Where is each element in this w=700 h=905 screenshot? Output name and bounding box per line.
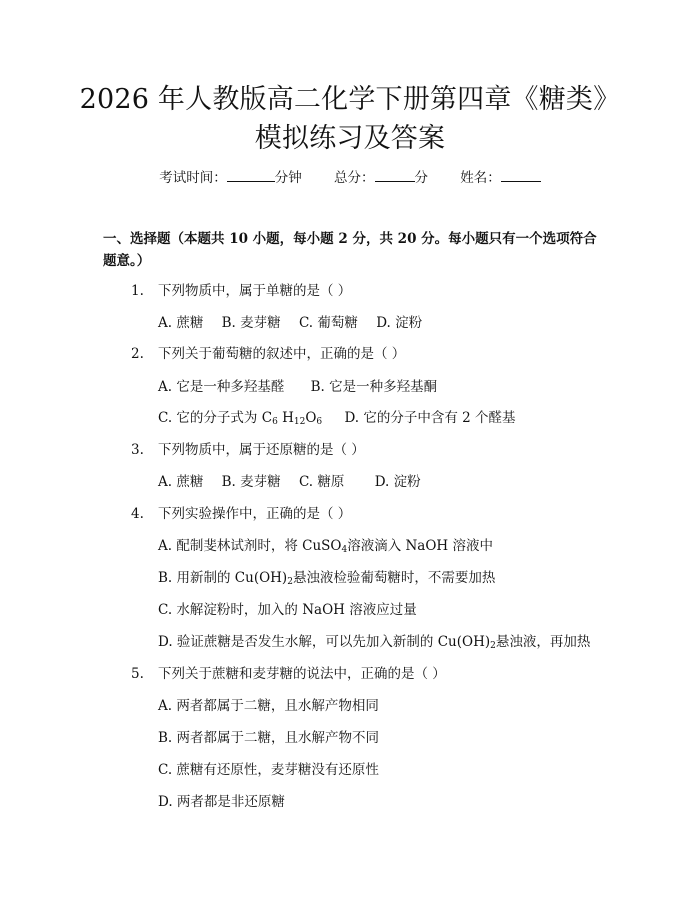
option-c-text: C. 水解淀粉时，加入的 NaOH 溶液应过量 <box>158 602 417 618</box>
option-a[interactable]: A. 它是一种多羟基醛 <box>158 379 285 395</box>
page-title-line-2: 模拟练习及答案 <box>254 123 446 154</box>
option-a-text-end: 溶液滴入 NaOH 溶液中 <box>347 538 493 554</box>
option-b[interactable] <box>158 569 495 587</box>
question-number: 4. <box>131 506 144 522</box>
option-b[interactable]: B. 麦芽糖 <box>221 315 281 331</box>
option-d[interactable]: D. 两者都是非还原糖 <box>158 794 285 810</box>
question-stem: 下列关于蔗糖和麦芽糖的说法中，正确的是（ ） <box>158 666 446 682</box>
question-stem: 下列实验操作中，正确的是（ ） <box>158 506 352 522</box>
option-d[interactable]: D. 它的分子中含有 2 个醛基 <box>344 410 516 426</box>
option-d[interactable]: D. 淀粉 <box>376 315 423 331</box>
option-b-text: B. 用新制的 Cu(OH) <box>158 570 288 586</box>
option-b[interactable]: B. 麦芽糖 <box>221 474 281 490</box>
option-c[interactable]: C. 葡萄糖 <box>298 315 358 331</box>
option-a[interactable]: A. 蔗糖 <box>158 474 204 490</box>
option-a[interactable]: A. 蔗糖 <box>158 315 204 331</box>
question-1 <box>131 282 351 300</box>
question-3-options <box>158 473 435 491</box>
question-number: 5. <box>131 666 144 682</box>
exam-time-label: 考试时间： <box>159 170 227 186</box>
option-b-subscript: 2 <box>287 577 293 587</box>
option-a-text: A. 配制斐林试剂时，将 CuSO <box>158 538 342 554</box>
student-name-field <box>460 168 541 187</box>
exam-time-blank[interactable] <box>227 168 275 182</box>
question-3 <box>131 441 365 459</box>
option-d-text: D. 验证蔗糖是否发生水解，可以先加入新制的 Cu(OH) <box>158 634 491 650</box>
exam-time-unit: 分钟 <box>274 170 302 186</box>
formula-c-subscript: 6 <box>272 417 278 427</box>
formula-h: H <box>282 410 294 426</box>
total-score-blank[interactable] <box>375 168 415 182</box>
formula-h-subscript: 12 <box>293 417 306 427</box>
option-d[interactable]: D. 淀粉 <box>374 474 421 490</box>
total-score-unit: 分 <box>414 170 428 186</box>
option-a-subscript: 4 <box>341 545 348 555</box>
total-score-field <box>334 168 428 187</box>
total-score-label: 总分： <box>334 170 375 186</box>
question-stem: 下列关于葡萄糖的叙述中，正确的是（ ） <box>158 346 406 362</box>
option-c[interactable]: C. 糖原 <box>298 474 345 490</box>
page-title-line-1: 2026 年人教版高二化学下册第四章《糖类》 <box>79 84 621 115</box>
option-d[interactable] <box>158 633 590 651</box>
question-1-options <box>158 314 436 332</box>
student-name-blank[interactable] <box>501 168 541 182</box>
option-d-text-end: 悬浊液，再加热 <box>495 634 591 650</box>
question-4 <box>131 505 351 523</box>
option-a[interactable]: A. 两者都属于二糖，且水解产物相同 <box>158 698 379 714</box>
question-stem: 下列物质中，属于还原糖的是（ ） <box>158 442 365 458</box>
question-2 <box>131 345 405 363</box>
option-c[interactable] <box>158 601 417 619</box>
question-number: 2. <box>131 346 144 362</box>
student-name-label: 姓名： <box>460 170 501 186</box>
option-a[interactable] <box>158 537 493 555</box>
section-heading-multiple-choice: 一、选择题（本题共 10 小题，每小题 2 分，共 20 分。每小题只有一个选项符合题意。） <box>103 231 597 269</box>
exam-time-field <box>159 168 302 187</box>
question-5 <box>131 665 446 683</box>
exam-info-row <box>0 168 700 187</box>
question-stem: 下列物质中，属于单糖的是（ ） <box>158 283 352 299</box>
option-c[interactable]: C. 蔗糖有还原性，麦芽糖没有还原性 <box>158 762 379 778</box>
question-2-options-row-2 <box>158 409 530 427</box>
formula-o-subscript: 6 <box>316 417 323 427</box>
question-2-options-row-1 <box>158 378 451 396</box>
option-c[interactable] <box>158 409 322 427</box>
formula-o: O <box>305 410 317 426</box>
option-b[interactable]: B. 两者都属于二糖，且水解产物不同 <box>158 730 380 746</box>
option-c-text: C. 它的分子式为 C <box>158 410 273 426</box>
option-b-text-end: 悬浊液检验葡萄糖时，不需要加热 <box>292 570 496 586</box>
question-number: 1. <box>131 283 144 299</box>
question-number: 3. <box>131 442 144 458</box>
option-d-subscript: 2 <box>490 641 496 651</box>
option-b[interactable]: B. 它是一种多羟基酮 <box>310 379 438 395</box>
